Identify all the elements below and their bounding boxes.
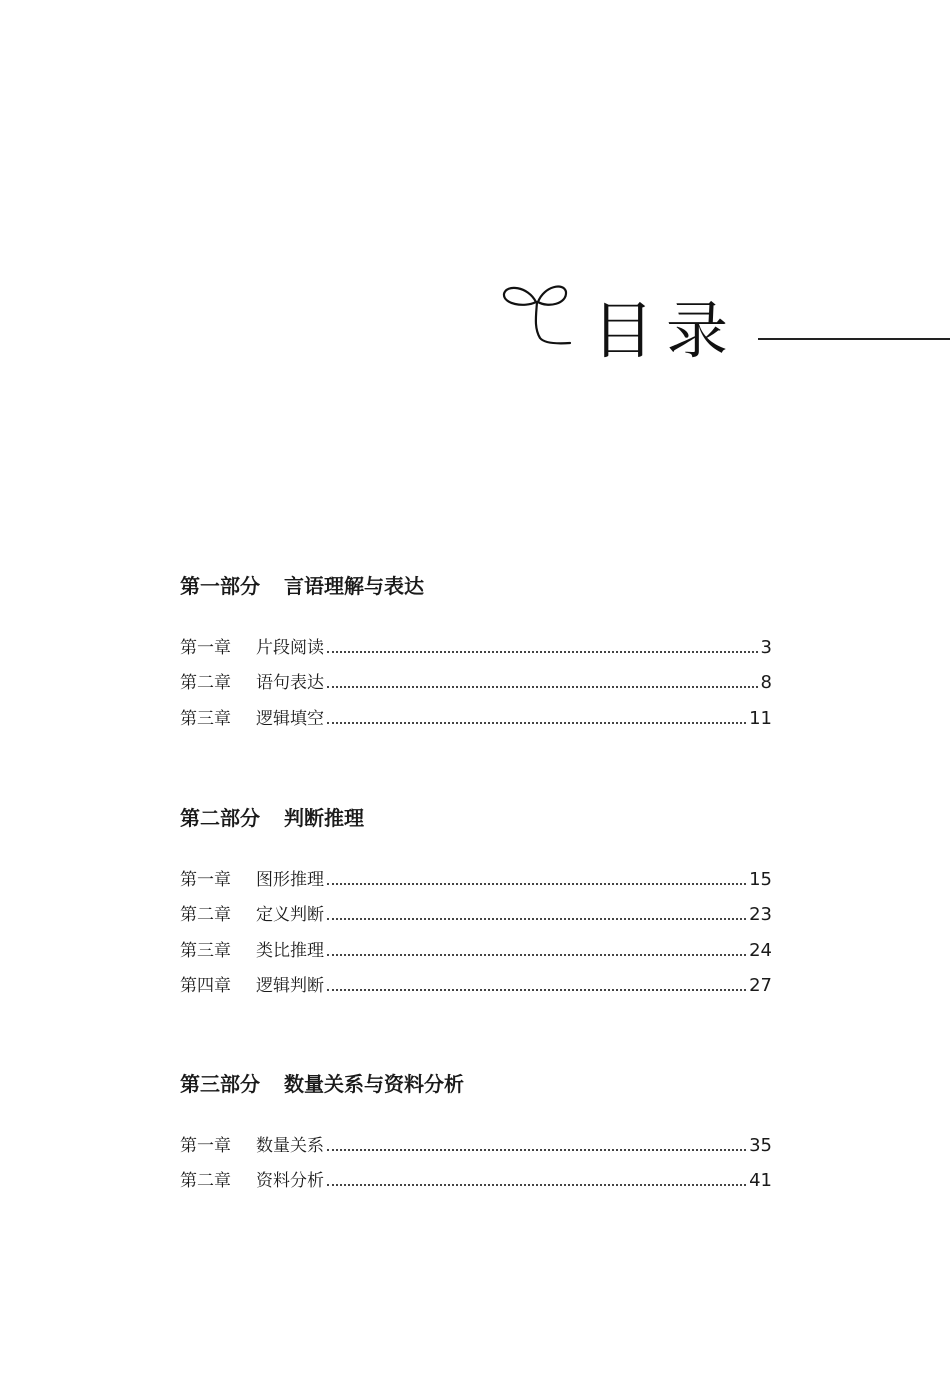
toc-entry[interactable] [180,927,772,963]
chapter-label: 第四章 [180,976,231,996]
page-title: 目录 [592,294,741,367]
part-heading [180,572,772,600]
page-number: 15 [749,868,772,890]
chapter-label: 第二章 [180,905,231,925]
page-number: 24 [749,939,772,961]
toc-entry[interactable] [180,892,772,928]
toc-part-1 [180,572,772,731]
toc-entry[interactable] [180,1122,772,1158]
page-number: 11 [749,707,772,729]
chapter-title: 片段阅读 [256,637,324,658]
chapter-label: 第三章 [180,940,231,961]
toc-entry[interactable] [180,695,772,731]
chapter-label: 第一章 [180,869,231,890]
part-label: 第二部分 [180,806,260,830]
dot-leader [327,686,758,688]
title-rule [758,338,950,340]
chapter-title: 图形推理 [256,869,324,890]
toc-entry[interactable] [180,624,772,660]
toc-entry[interactable] [180,856,772,892]
chapter-title: 数量关系 [256,1135,324,1156]
chapter-title: 资料分析 [256,1171,324,1191]
toc-entry[interactable] [180,1158,772,1194]
chapter-title: 定义判断 [256,905,324,925]
page-number: 3 [760,636,772,658]
part-label: 第三部分 [180,1072,260,1096]
dot-leader [327,1184,746,1186]
page-number: 35 [749,1134,772,1156]
dot-leader [327,883,746,885]
chapter-list [180,856,772,998]
page-number: 23 [749,904,772,925]
chapter-list [180,624,772,731]
chapter-label: 第一章 [180,1135,231,1156]
toc-entry[interactable] [180,660,772,696]
toc-title-block [500,280,950,390]
part-title: 言语理解与表达 [284,574,424,598]
dot-leader [327,651,758,653]
toc-entry[interactable] [180,963,772,999]
dot-leader [327,989,746,991]
sprout-icon [500,280,580,350]
dot-leader [327,1149,746,1151]
part-title: 数量关系与资料分析 [284,1072,464,1096]
part-label: 第一部分 [180,574,260,598]
toc-part-3 [180,1070,772,1193]
chapter-list [180,1122,772,1193]
page-number: 27 [749,975,772,996]
page-number: 8 [760,672,772,693]
chapter-title: 逻辑判断 [256,976,324,996]
dot-leader [327,722,746,724]
chapter-title: 逻辑填空 [256,708,324,729]
part-heading [180,1070,772,1098]
part-title: 判断推理 [284,806,364,830]
chapter-label: 第一章 [180,637,231,658]
chapter-label: 第二章 [180,1171,231,1191]
part-heading [180,804,772,832]
chapter-title: 类比推理 [256,940,324,961]
chapter-title: 语句表达 [256,673,324,693]
dot-leader [327,954,746,956]
page-number: 41 [749,1170,772,1191]
toc-part-2 [180,804,772,998]
chapter-label: 第二章 [180,673,231,693]
dot-leader [327,918,746,920]
chapter-label: 第三章 [180,708,231,729]
